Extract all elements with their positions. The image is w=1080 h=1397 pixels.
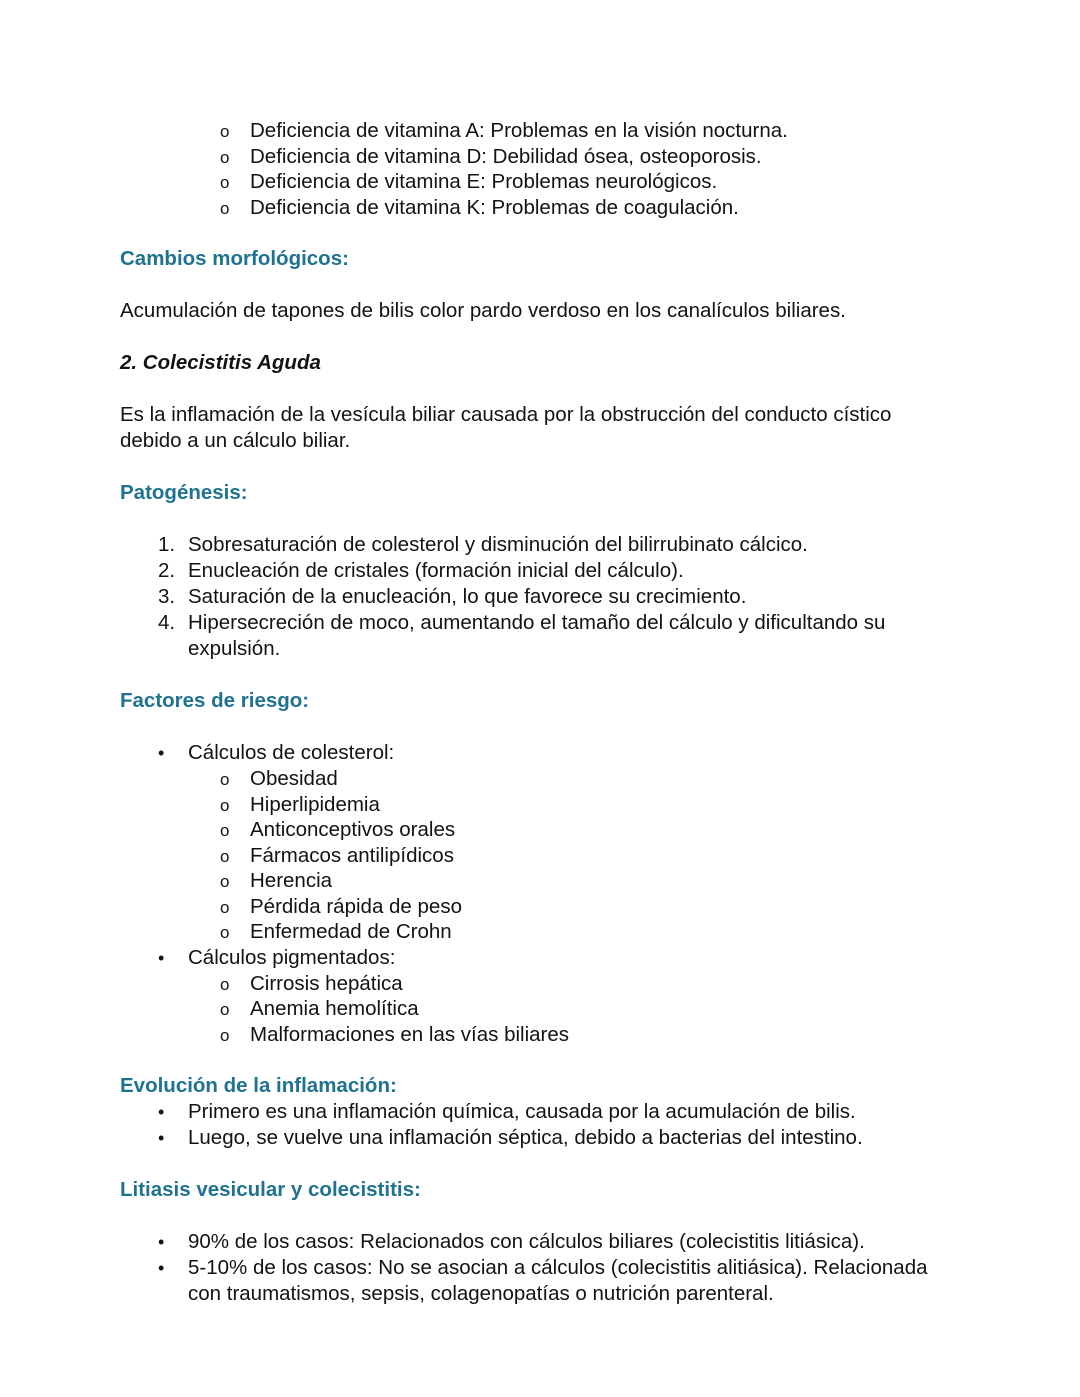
list-item	[120, 1229, 928, 1255]
group-label: Cálculos de colesterol:	[188, 741, 395, 764]
spacer	[120, 324, 928, 350]
list-item	[188, 843, 928, 869]
list-number: 3.	[158, 585, 176, 608]
circle-bullet-icon	[220, 1022, 229, 1049]
circle-bullet-icon	[220, 766, 229, 793]
circle-bullet-icon	[220, 843, 229, 870]
circle-bullet-icon	[220, 144, 229, 171]
list-item	[188, 792, 928, 818]
group-label: Cálculos pigmentados:	[188, 945, 396, 969]
heading-factores-de-riesgo: Factores de riesgo:	[120, 689, 310, 712]
circle-bullet-icon	[220, 195, 229, 222]
heading-evolucion-inflamacion: Evolución de la inflamación:	[120, 1074, 397, 1097]
list-item	[188, 971, 928, 997]
list-item-text: 90% de los casos: Relacionados con cálculos biliares (colecistitis litiásica).	[188, 1230, 865, 1253]
spacer	[120, 272, 928, 298]
list-item-text: Malformaciones en las vías biliares	[250, 1022, 570, 1046]
list-item-text: Anticonceptivos orales	[250, 818, 456, 841]
list-number: 4.	[158, 611, 176, 634]
spacer	[120, 714, 928, 740]
list-item-text: Deficiencia de vitamina K: Problemas de coagulación.	[250, 195, 739, 219]
list-item	[120, 945, 928, 1048]
list-item-text: Saturación de la enucleación, lo que favorece su crecimiento.	[188, 585, 747, 608]
pigmented-stone-sublist	[188, 971, 928, 1048]
spacer	[120, 376, 928, 402]
factores-de-riesgo-list	[120, 740, 928, 1047]
evolucion-list	[120, 1099, 928, 1151]
list-item	[120, 144, 928, 170]
list-item	[120, 169, 928, 195]
circle-bullet-icon	[220, 971, 229, 998]
list-item	[188, 894, 928, 920]
list-item	[188, 868, 928, 894]
list-item	[120, 740, 928, 945]
bullet-icon	[158, 740, 182, 766]
list-item-text: Hiperlipidemia	[250, 792, 380, 816]
circle-bullet-icon	[220, 919, 229, 946]
list-item-text: Deficiencia de vitamina D: Debilidad ósea, osteoporosis.	[250, 144, 762, 168]
list-item	[120, 118, 928, 144]
list-item-text: Luego, se vuelve una inflamación séptica, debido a bacterias del intestino.	[188, 1126, 863, 1149]
list-item-text: Anemia hemolítica	[250, 997, 419, 1020]
bullet-icon	[158, 1255, 182, 1281]
document-body	[120, 118, 928, 1307]
list-item	[120, 1125, 928, 1151]
bullet-icon	[158, 1125, 182, 1151]
bullet-icon	[158, 1099, 182, 1125]
circle-bullet-icon	[220, 169, 229, 196]
list-item	[120, 195, 928, 221]
spacer	[120, 506, 928, 532]
list-item-text: Fármacos antilipídicos	[250, 843, 454, 867]
list-item-text: Deficiencia de vitamina A: Problemas en la visión nocturna.	[250, 119, 788, 142]
circle-bullet-icon	[220, 792, 229, 819]
list-item-text: Deficiencia de vitamina E: Problemas neurológicos.	[250, 170, 718, 193]
list-item-text: Cirrosis hepática	[250, 971, 403, 995]
circle-bullet-icon	[220, 118, 229, 145]
list-item-text: 5-10% de los casos: No se asocian a cálculos (colecistitis alitiásica). Relacionada con traumatismos, sepsis, colagenopatías o nutrición parenteral.	[188, 1256, 928, 1305]
list-item-text: Hipersecreción de moco, aumentando el tamaño del cálculo y dificultando su expulsión.	[188, 611, 886, 660]
heading-cambios-morfologicos: Cambios morfológicos:	[120, 247, 349, 270]
heading-litiasis-vesicular: Litiasis vesicular y colecistitis:	[120, 1178, 421, 1201]
list-item-text: Pérdida rápida de peso	[250, 894, 462, 918]
spacer	[120, 1047, 928, 1073]
list-item	[188, 919, 928, 945]
spacer	[120, 220, 928, 246]
cholesterol-stone-sublist	[188, 766, 928, 945]
table-row	[120, 558, 928, 584]
spacer	[120, 454, 928, 480]
table-row	[120, 610, 928, 662]
spacer	[120, 1203, 928, 1229]
list-item-text: Enfermedad de Crohn	[250, 920, 452, 943]
list-number: 2.	[158, 559, 176, 582]
list-item	[188, 996, 928, 1022]
circle-bullet-icon	[220, 817, 229, 844]
heading-patogenesis: Patogénesis:	[120, 481, 248, 504]
spacer	[120, 662, 928, 688]
list-item	[188, 1022, 928, 1048]
list-number: 1.	[158, 533, 176, 556]
list-item	[188, 766, 928, 792]
spacer	[120, 1151, 928, 1177]
list-item-text: Herencia	[250, 869, 333, 892]
list-item-text: Obesidad	[250, 767, 338, 790]
list-item	[188, 817, 928, 843]
circle-bullet-icon	[220, 868, 229, 895]
vitamin-deficiency-list	[120, 118, 928, 220]
paragraph-cambios-morfologicos: Acumulación de tapones de bilis color pardo verdoso en los canalículos biliares.	[120, 299, 846, 322]
section-title: 2. Colecistitis Aguda	[120, 351, 321, 374]
list-item	[120, 1099, 928, 1125]
circle-bullet-icon	[220, 894, 229, 921]
patogenesis-list	[120, 532, 928, 662]
paragraph-section-intro: Es la inflamación de la vesícula biliar causada por la obstrucción del conducto cístico debido a un cálculo biliar.	[120, 403, 892, 452]
circle-bullet-icon	[220, 996, 229, 1023]
bullet-icon	[158, 945, 182, 971]
list-item-text: Enucleación de cristales (formación inicial del cálculo).	[188, 559, 684, 582]
litiasis-list	[120, 1229, 928, 1307]
table-row	[120, 532, 928, 558]
table-row	[120, 584, 928, 610]
list-item-text: Primero es una inflamación química, causada por la acumulación de bilis.	[188, 1100, 856, 1123]
list-item	[120, 1255, 928, 1307]
bullet-icon	[158, 1229, 182, 1255]
list-item-text: Sobresaturación de colesterol y disminución del bilirrubinato cálcico.	[188, 533, 808, 556]
